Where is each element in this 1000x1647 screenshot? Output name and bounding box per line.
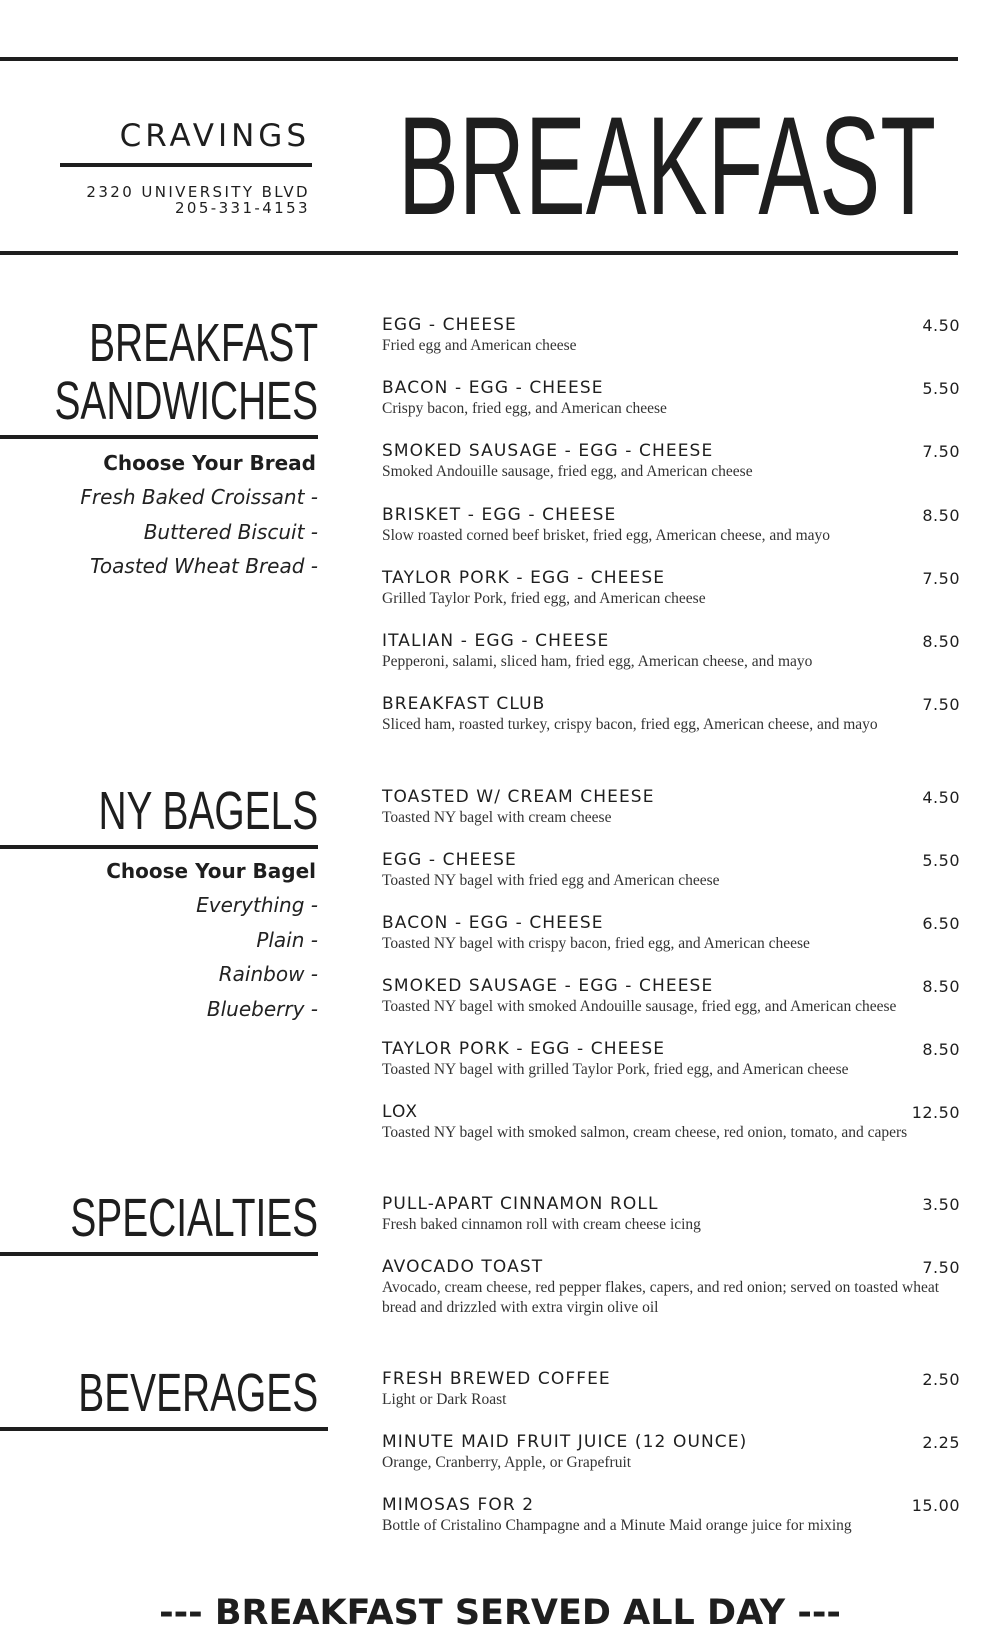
item-description: Pepperoni, salami, sliced ham, fried egg, American cheese, and mayo	[382, 653, 813, 670]
item-name: MINUTE MAID FRUIT JUICE (12 OUNCE)	[382, 1432, 748, 1452]
section-title-bagels: NY BAGELS	[98, 781, 318, 841]
item-price: 2.50	[922, 1370, 960, 1389]
menu-item	[382, 1494, 962, 1536]
item-name: TAYLOR PORK - EGG - CHEESE	[382, 568, 666, 588]
bread-option: Toasted Wheat Bread -	[90, 554, 318, 578]
section-title-sandwiches: SANDWICHES	[54, 371, 318, 431]
choose-bagel-label: Choose Your Bagel	[106, 859, 316, 883]
menu-item	[382, 849, 962, 891]
item-description: Toasted NY bagel with fried egg and American cheese	[382, 872, 720, 889]
bagel-option: Blueberry -	[206, 997, 318, 1021]
brand-underline	[60, 163, 312, 167]
menu-item	[382, 377, 962, 419]
item-description: Crispy bacon, fried egg, and American cheese	[382, 400, 667, 417]
item-name: MIMOSAS FOR 2	[382, 1495, 535, 1515]
item-price: 4.50	[922, 788, 960, 807]
item-price: 4.50	[922, 316, 960, 335]
section-title-beverages: BEVERAGES	[78, 1363, 318, 1423]
item-name: ITALIAN - EGG - CHEESE	[382, 631, 610, 651]
item-price: 8.50	[922, 1040, 960, 1059]
item-price: 7.50	[922, 442, 960, 461]
section-title-specialties: SPECIALTIES	[70, 1188, 318, 1248]
top-rule	[0, 57, 958, 61]
menu-item	[382, 975, 962, 1017]
item-name: EGG - CHEESE	[382, 850, 517, 870]
menu-title-text: BREAKFAST	[398, 87, 936, 244]
restaurant-phone: 205-331-4153	[174, 199, 310, 217]
item-price: 12.50	[911, 1103, 960, 1122]
menu-item	[382, 630, 962, 672]
menu-item	[382, 1431, 962, 1473]
item-description: Toasted NY bagel with crispy bacon, fried egg, and American cheese	[382, 935, 810, 952]
item-name: TAYLOR PORK - EGG - CHEESE	[382, 1039, 666, 1059]
item-price: 15.00	[911, 1496, 960, 1515]
item-description: Toasted NY bagel with smoked salmon, cream cheese, red onion, tomato, and capers	[382, 1124, 908, 1141]
bagel-option: Everything -	[196, 893, 318, 917]
item-name: BACON - EGG - CHEESE	[382, 378, 604, 398]
item-price: 2.25	[922, 1433, 960, 1452]
item-name: BRISKET - EGG - CHEESE	[382, 505, 617, 525]
item-description: Slow roasted corned beef brisket, fried egg, American cheese, and mayo	[382, 527, 831, 544]
menu-item	[382, 1256, 962, 1318]
item-description: Fresh baked cinnamon roll with cream cheese icing	[382, 1216, 701, 1233]
choose-bread-label: Choose Your Bread	[103, 451, 316, 475]
item-description: Grilled Taylor Pork, fried egg, and American cheese	[382, 590, 706, 607]
item-description: Light or Dark Roast	[382, 1391, 507, 1408]
menu-item	[382, 912, 962, 954]
menu-item	[382, 786, 962, 828]
item-description: Orange, Cranberry, Apple, or Grapefruit	[382, 1454, 632, 1471]
menu-item	[382, 314, 962, 356]
item-price: 6.50	[922, 914, 960, 933]
restaurant-address: 2320 UNIVERSITY BLVD	[86, 183, 310, 201]
item-price: 5.50	[922, 379, 960, 398]
item-price: 3.50	[922, 1195, 960, 1214]
menu-title	[398, 87, 938, 244]
menu-item	[382, 440, 962, 482]
menu-item	[382, 504, 962, 546]
item-price: 7.50	[922, 695, 960, 714]
section-rule-bagels	[0, 845, 318, 849]
item-name: BACON - EGG - CHEESE	[382, 913, 604, 933]
menu-item	[382, 1193, 962, 1235]
item-name: PULL-APART CINNAMON ROLL	[382, 1194, 659, 1214]
section-title-breakfast: BREAKFAST	[88, 313, 318, 373]
item-description: Sliced ham, roasted turkey, crispy bacon, fried egg, American cheese, and mayo	[382, 716, 878, 733]
item-name: EGG - CHEESE	[382, 315, 517, 335]
bread-option: Buttered Biscuit -	[143, 520, 318, 544]
menu-item	[382, 1101, 962, 1143]
restaurant-name: CRAVINGS	[119, 118, 310, 154]
bread-option: Fresh Baked Croissant -	[80, 485, 318, 509]
item-description: Toasted NY bagel with cream cheese	[382, 809, 612, 826]
section-rule-sandwiches	[0, 435, 318, 439]
item-description: Toasted NY bagel with smoked Andouille sausage, fried egg, and American cheese	[382, 998, 897, 1015]
footer-note: --- BREAKFAST SERVED ALL DAY ---	[159, 1593, 841, 1633]
item-price: 8.50	[922, 977, 960, 996]
section-rule-beverages	[0, 1427, 328, 1431]
menu-item	[382, 1038, 962, 1080]
item-name: AVOCADO TOAST	[382, 1257, 544, 1277]
item-name: LOX	[382, 1102, 419, 1122]
item-price: 7.50	[922, 1258, 960, 1277]
item-price: 8.50	[922, 632, 960, 651]
bagel-option: Rainbow -	[218, 962, 318, 986]
item-name: TOASTED W/ CREAM CHEESE	[382, 787, 655, 807]
item-description: Avocado, cream cheese, red pepper flakes, capers, and red onion; served on toasted wheat bread and drizzled with extra virgin olive oil	[382, 1279, 940, 1316]
section-rule-specialties	[0, 1252, 318, 1256]
item-price: 7.50	[922, 569, 960, 588]
menu-item	[382, 693, 962, 735]
item-price: 8.50	[922, 506, 960, 525]
item-name: SMOKED SAUSAGE - EGG - CHEESE	[382, 441, 714, 461]
item-description: Bottle of Cristalino Champagne and a Minute Maid orange juice for mixing	[382, 1517, 852, 1534]
item-name: FRESH BREWED COFFEE	[382, 1369, 611, 1389]
header-bottom-rule	[0, 251, 958, 255]
menu-item	[382, 1368, 962, 1410]
item-name: SMOKED SAUSAGE - EGG - CHEESE	[382, 976, 714, 996]
menu-item	[382, 567, 962, 609]
item-description: Toasted NY bagel with grilled Taylor Pork, fried egg, and American cheese	[382, 1061, 849, 1078]
item-name: BREAKFAST CLUB	[382, 694, 546, 714]
item-price: 5.50	[922, 851, 960, 870]
item-description: Fried egg and American cheese	[382, 337, 577, 354]
item-description: Smoked Andouille sausage, fried egg, and American cheese	[382, 463, 753, 480]
bagel-option: Plain -	[256, 928, 318, 952]
